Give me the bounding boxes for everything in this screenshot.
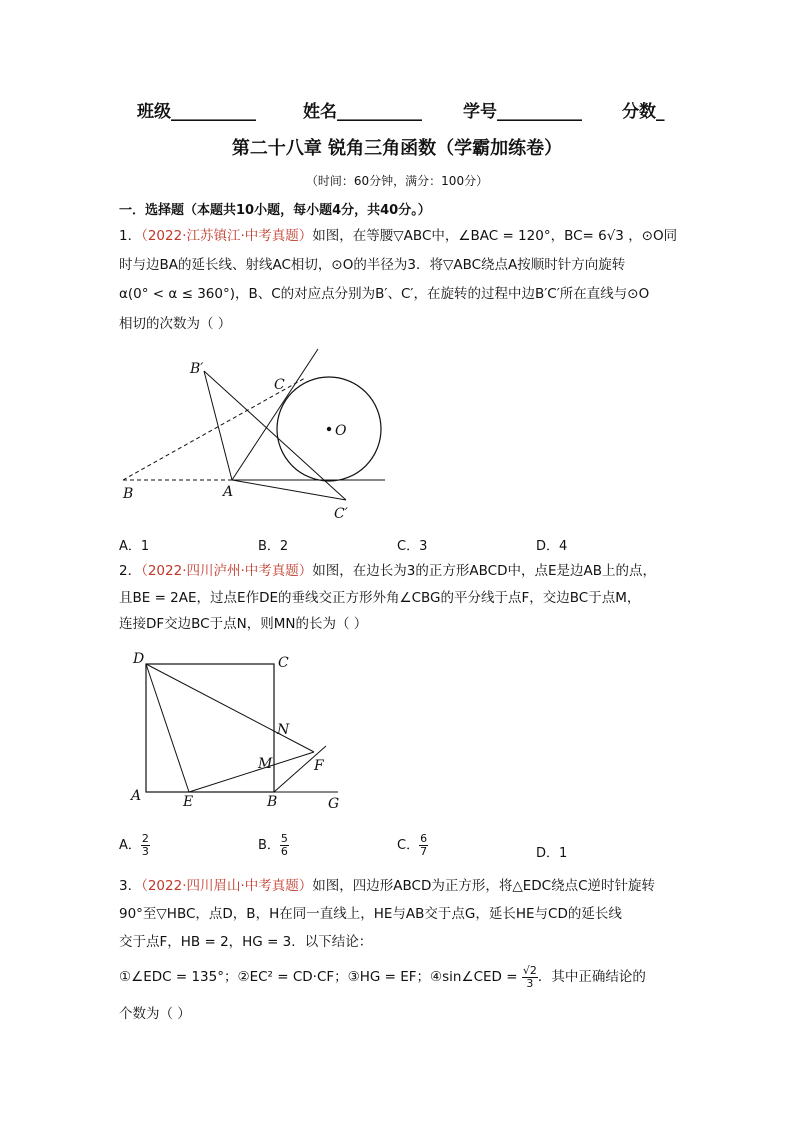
segment-ef [189,752,314,792]
question-1-line-1: 1．（2022·江苏镇江·中考真题）如图，在等腰▽ABC中，∠BAC = 120°，BC= 6√3 ，⊙O同 [119,228,678,244]
question-2-option-b[interactable]: B． $\frac{5}{6}$ [258,832,288,858]
question-1-line-3: α(0° < α ≤ 360°)，B、C的对应点分别为B′、C′，在旋转的过程中边B′C′所在直线与⊙O [119,286,650,302]
question-1-option-c[interactable]: C．3 [397,539,428,554]
class-label: 班级__________ [137,102,256,122]
question-1-line-2: 时与边BA的延长线、射线AC相切，⊙O的半径为3．将▽ABC绕点A按顺时针方向旋转 [119,257,626,273]
page-title: 第二十八章 锐角三角函数（学霸加练卷） [231,138,563,159]
center-dot-o [327,427,331,431]
question-3-line-1: 3．（2022·四川眉山·中考真题）如图，四边形ABCD为正方形，将△EDC绕点C逆时针旋转 [119,878,656,894]
side-ab-prime [204,371,232,480]
question-2-option-c[interactable]: C． $\frac{6}{7}$ [397,832,428,858]
label-a: A [223,484,234,500]
label-c-prime: C′ [334,506,348,522]
question-2-source: （2022·四川泸州·中考真题） [141,563,313,579]
label-d: D [133,651,145,667]
student-id-label: 学号__________ [463,102,582,122]
label-a: A [131,788,142,804]
label-o: O [335,423,347,439]
question-2-option-a[interactable]: A． $\frac{2}{3}$ [119,832,149,858]
question-3-line-5: 个数为（ ） [119,1006,191,1022]
question-2-line-1: 2．（2022·四川泸州·中考真题）如图，在边长为3的正方形ABCD中，点E是边AB上的点， [119,563,656,579]
label-f: F [314,758,324,774]
side-a-cprime [232,480,346,500]
label-e: E [183,794,194,810]
question-2-figure [129,651,339,812]
question-2-line-2: 且BE = 2AE，过点E作DE的垂线交正方形外角∠CBG的平分线于点F，交边BC于点M， [119,590,641,606]
question-2-option-d[interactable]: D．1 [536,846,568,861]
time-info: （时间：60分钟，满分：100分） [305,174,489,188]
label-b: B [123,486,134,502]
question-3-line-3: 交于点F，HB = 2，HG = 3．以下结论： [119,934,373,950]
ray-ac [232,349,318,480]
label-g: G [328,796,340,812]
question-1-option-b[interactable]: B．2 [258,539,289,554]
question-1-option-d[interactable]: D．4 [536,539,568,554]
question-1-option-a[interactable]: A．1 [119,539,150,554]
label-b: B [267,794,278,810]
section-heading: 一．选择题（本题共10小题，每小题4分，共40分。） [119,203,431,218]
label-c: C [274,377,285,393]
question-3-line-2: 90°至▽HBC，点D，B，H在同一直线上，HE与AB交于点G，延长HE与CD的延长线 [119,906,622,922]
name-label: 姓名__________ [303,102,422,122]
label-n: N [277,722,290,738]
label-m: M [258,756,273,772]
square-abcd [146,664,274,792]
question-2-line-3: 连接DF交边BC于点N，则MN的长为（ ） [119,616,368,632]
score-label: 分数_ [622,102,665,122]
label-c: C [278,655,289,671]
dashed-bc [123,378,305,480]
question-3-line-4: ①∠EDC = 135°；②EC² = CD·CF；③HG = EF；④sin∠CED = $\frac{√2}{3}$ ．其中正确结论的 [119,963,646,990]
label-b-prime: B′ [190,361,204,377]
question-3-source: （2022·四川眉山·中考真题） [141,878,313,894]
question-1-source: （2022·江苏镇江·中考真题） [141,228,313,244]
question-1-line-4: 相切的次数为（ ） [119,316,232,332]
